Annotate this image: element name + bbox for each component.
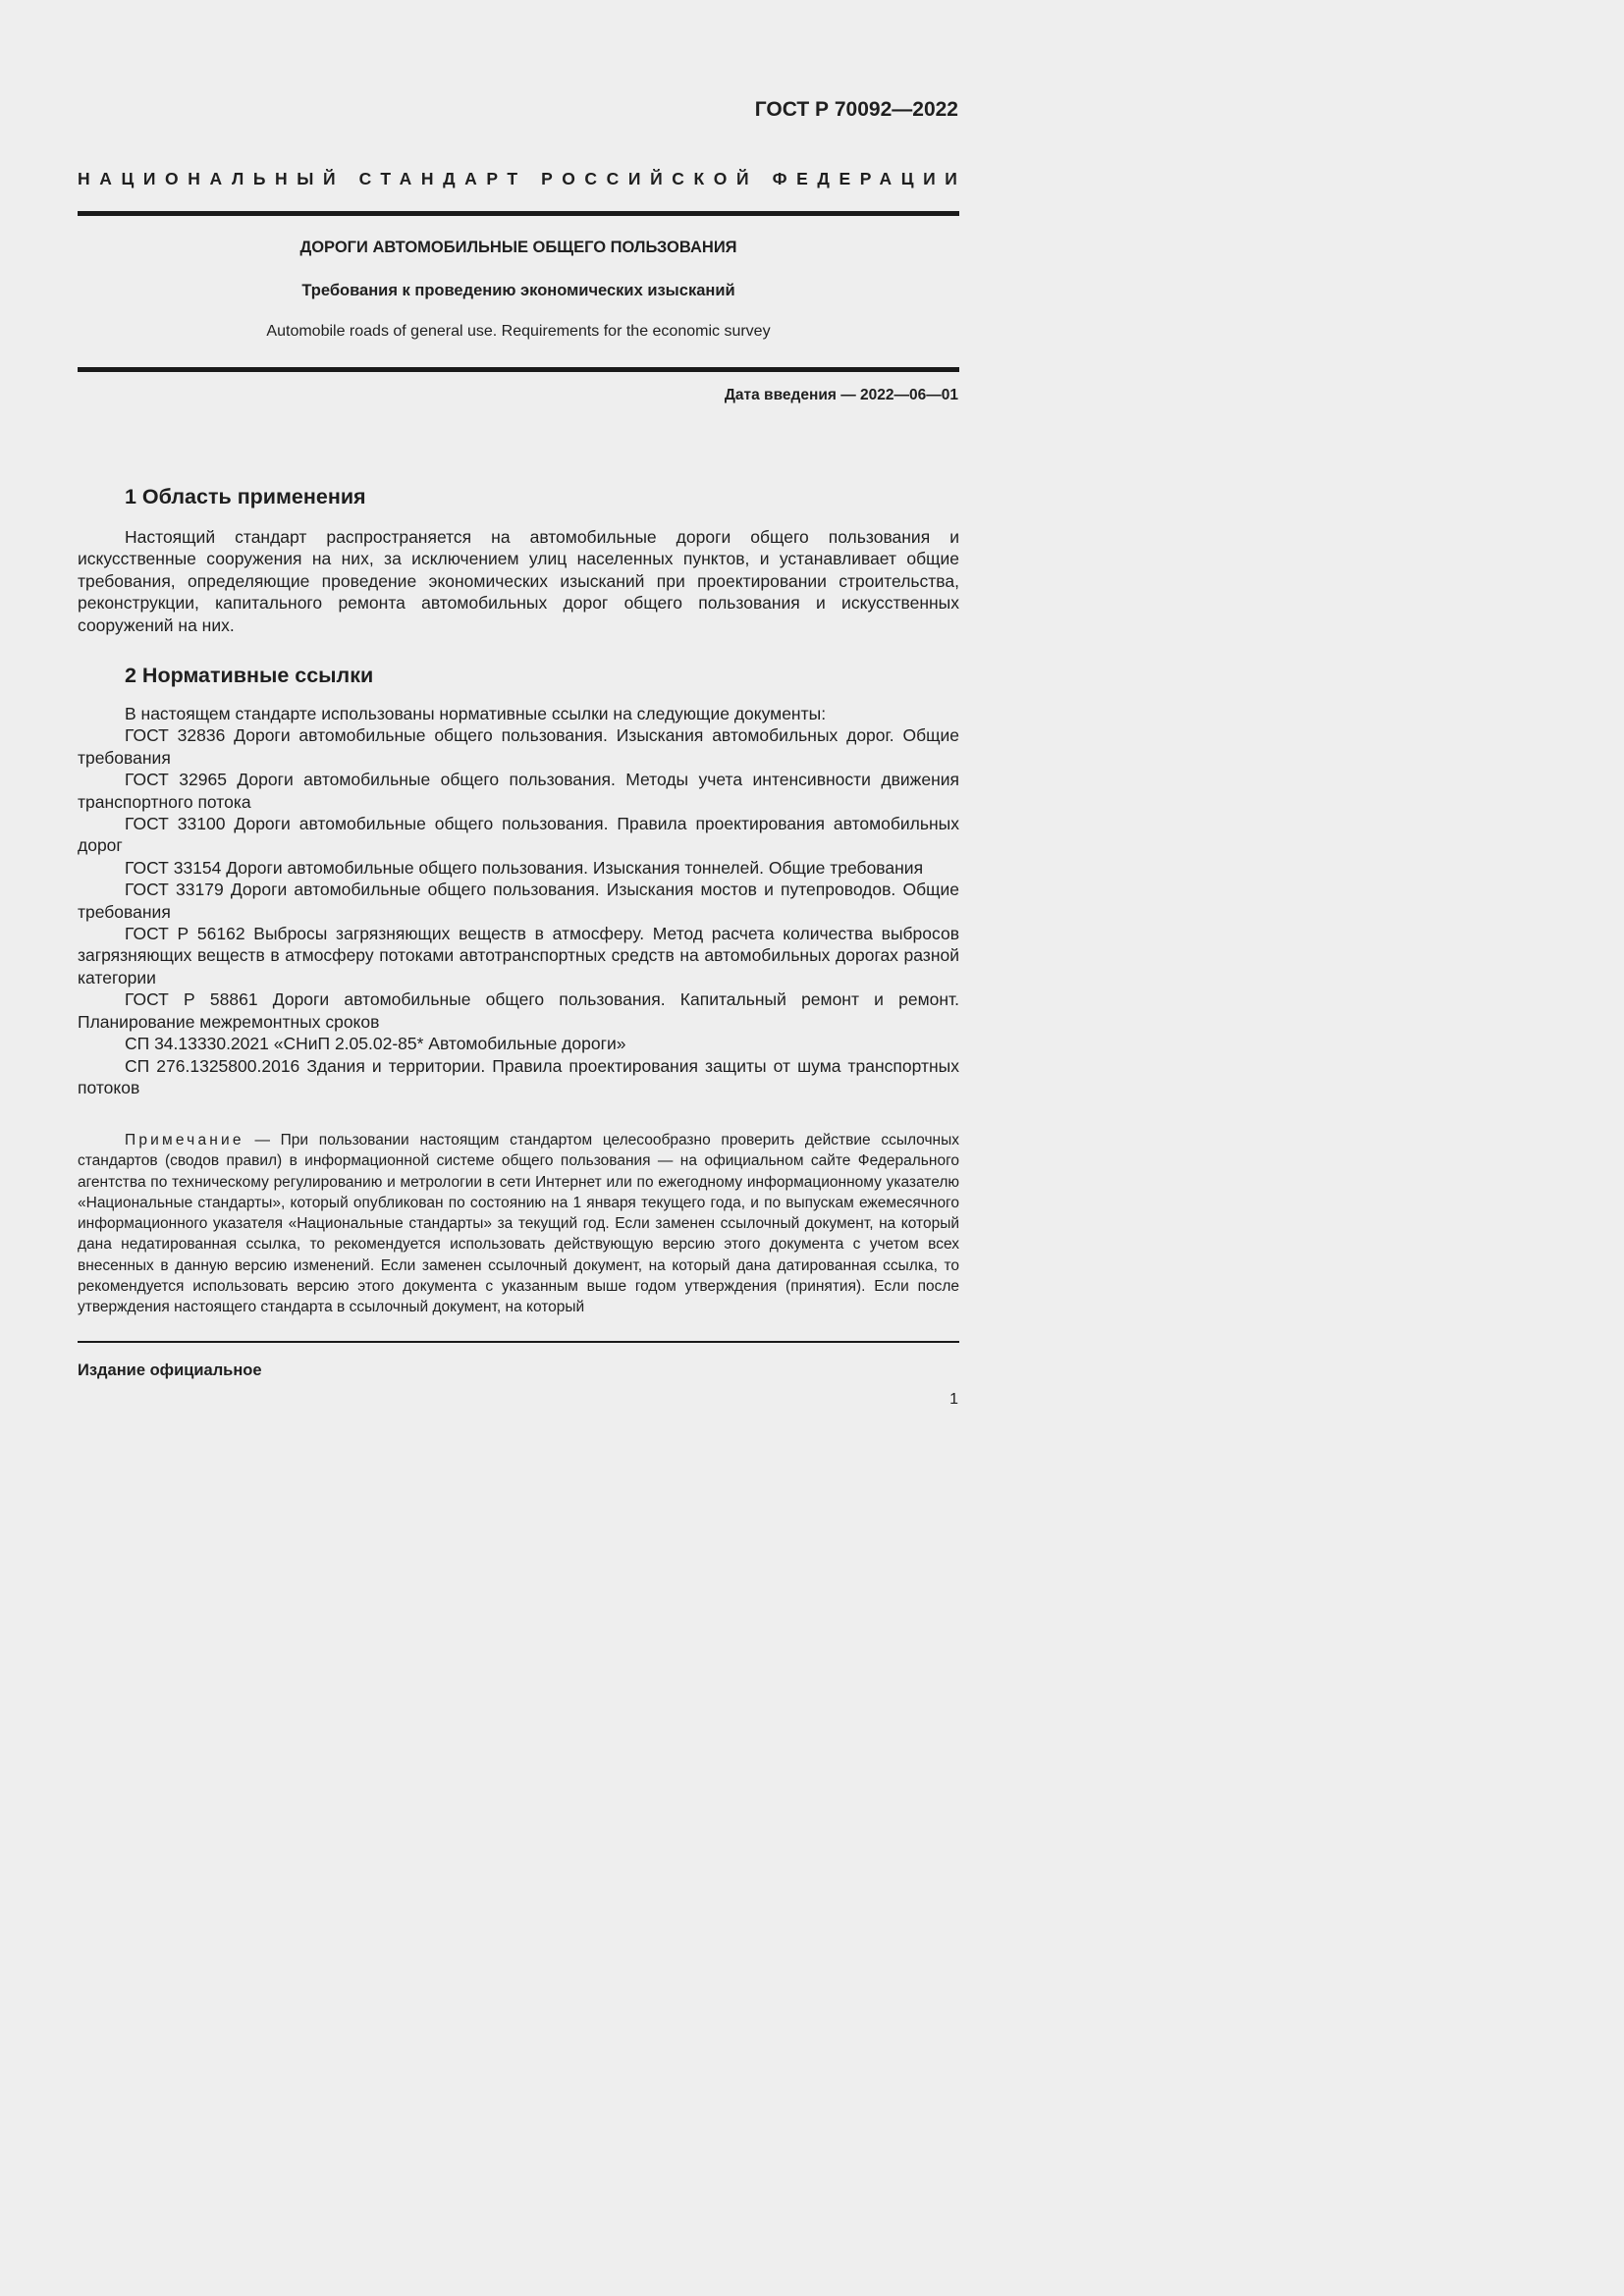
section-1-heading: 1 Область применения <box>125 485 366 508</box>
national-standard-banner: НАЦИОНАЛЬНЫЙ СТАНДАРТ РОССИЙСКОЙ ФЕДЕРАЦИИ <box>78 169 967 188</box>
references-intro: В настоящем стандарте использованы нормативные ссылки на следующие документы: <box>125 704 827 723</box>
top-rule <box>78 211 959 216</box>
section-1-body <box>78 526 959 636</box>
reference-item: ГОСТ 33100 Дороги автомобильные общего пользования. Правила проектирования автомобильных дорог <box>78 814 959 856</box>
document-page <box>0 0 1089 1539</box>
section-1-paragraph: Настоящий стандарт распространяется на автомобильные дороги общего пользования и искусственные сооружения на них, за исключением улиц населенных пунктов, и устанавливает общие требования, определяющие проведение экономических изысканий при проектировании строительства, реконструкции, капитального ремонта автомобильных дорог общего пользования и искусственных сооружений на них. <box>78 527 959 635</box>
reference-item: ГОСТ Р 56162 Выбросы загрязняющих веществ в атмосферу. Метод расчета количества выбросов загрязняющих веществ в атмосферу потоками автотранспортных средств на автомобильных дорогах разной категории <box>78 924 959 988</box>
footer-rule <box>78 1341 959 1343</box>
note-block <box>78 1130 959 1318</box>
document-number: ГОСТ Р 70092—2022 <box>754 98 958 121</box>
document-title: ДОРОГИ АВТОМОБИЛЬНЫЕ ОБЩЕГО ПОЛЬЗОВАНИЯ <box>299 239 737 256</box>
document-title-english: Automobile roads of general use. Requirements for the economic survey <box>266 323 771 340</box>
reference-item: СП 34.13330.2021 «СНиП 2.05.02-85* Автомобильные дороги» <box>125 1034 626 1054</box>
note-text: — При пользовании настоящим стандартом целесообразно проверить действие ссылочных стандартов (сводов правил) в информационной системе общего пользования — на официальном сайте Федерального агентства по техническому регулированию и метрологии в сети Интернет или по ежегодному информационному указателю «Национальные стандарты», который опубликован по состоянию на 1 января текущего года, и по выпускам ежемесячного информационного указателя «Национальные стандарты» за текущий год. Если заменен ссылочный документ, на который дана недатированная ссылка, то рекомендуется использовать действующую версию этого документа с учетом всех внесенных в данную версию изменений. Если заменен ссылочный документ, на который дана датированная ссылка, то рекомендуется использовать версию этого документа с указанным выше годом утверждения (принятия). Если после утверждения настоящего стандарта в ссылочный документ, на который <box>78 1132 959 1316</box>
reference-item: ГОСТ 33179 Дороги автомобильные общего пользования. Изыскания мостов и путепроводов. Общие требования <box>78 880 959 922</box>
note-paragraph <box>78 1130 959 1318</box>
date-of-introduction: Дата введения — 2022—06—01 <box>724 387 958 403</box>
page-number: 1 <box>949 1391 958 1408</box>
reference-item: ГОСТ Р 58861 Дороги автомобильные общего пользования. Капитальный ремонт и ремонт. Планирование межремонтных сроков <box>78 989 959 1032</box>
document-subtitle: Требования к проведению экономических изысканий <box>301 282 735 299</box>
section-2-heading: 2 Нормативные ссылки <box>125 664 374 687</box>
reference-item: ГОСТ 32836 Дороги автомобильные общего пользования. Изыскания автомобильных дорог. Общие требования <box>78 725 959 768</box>
note-label: Примечание <box>125 1132 244 1148</box>
reference-item: ГОСТ 33154 Дороги автомобильные общего пользования. Изыскания тоннелей. Общие требования <box>125 857 924 878</box>
references-list <box>78 703 959 1098</box>
reference-item: ГОСТ 32965 Дороги автомобильные общего пользования. Методы учета интенсивности движения транспортного потока <box>78 770 959 812</box>
official-edition-label: Издание официальное <box>78 1362 262 1379</box>
title-bottom-rule <box>78 367 959 372</box>
reference-item: СП 276.1325800.2016 Здания и территории. Правила проектирования защиты от шума транспортных потоков <box>78 1055 959 1097</box>
